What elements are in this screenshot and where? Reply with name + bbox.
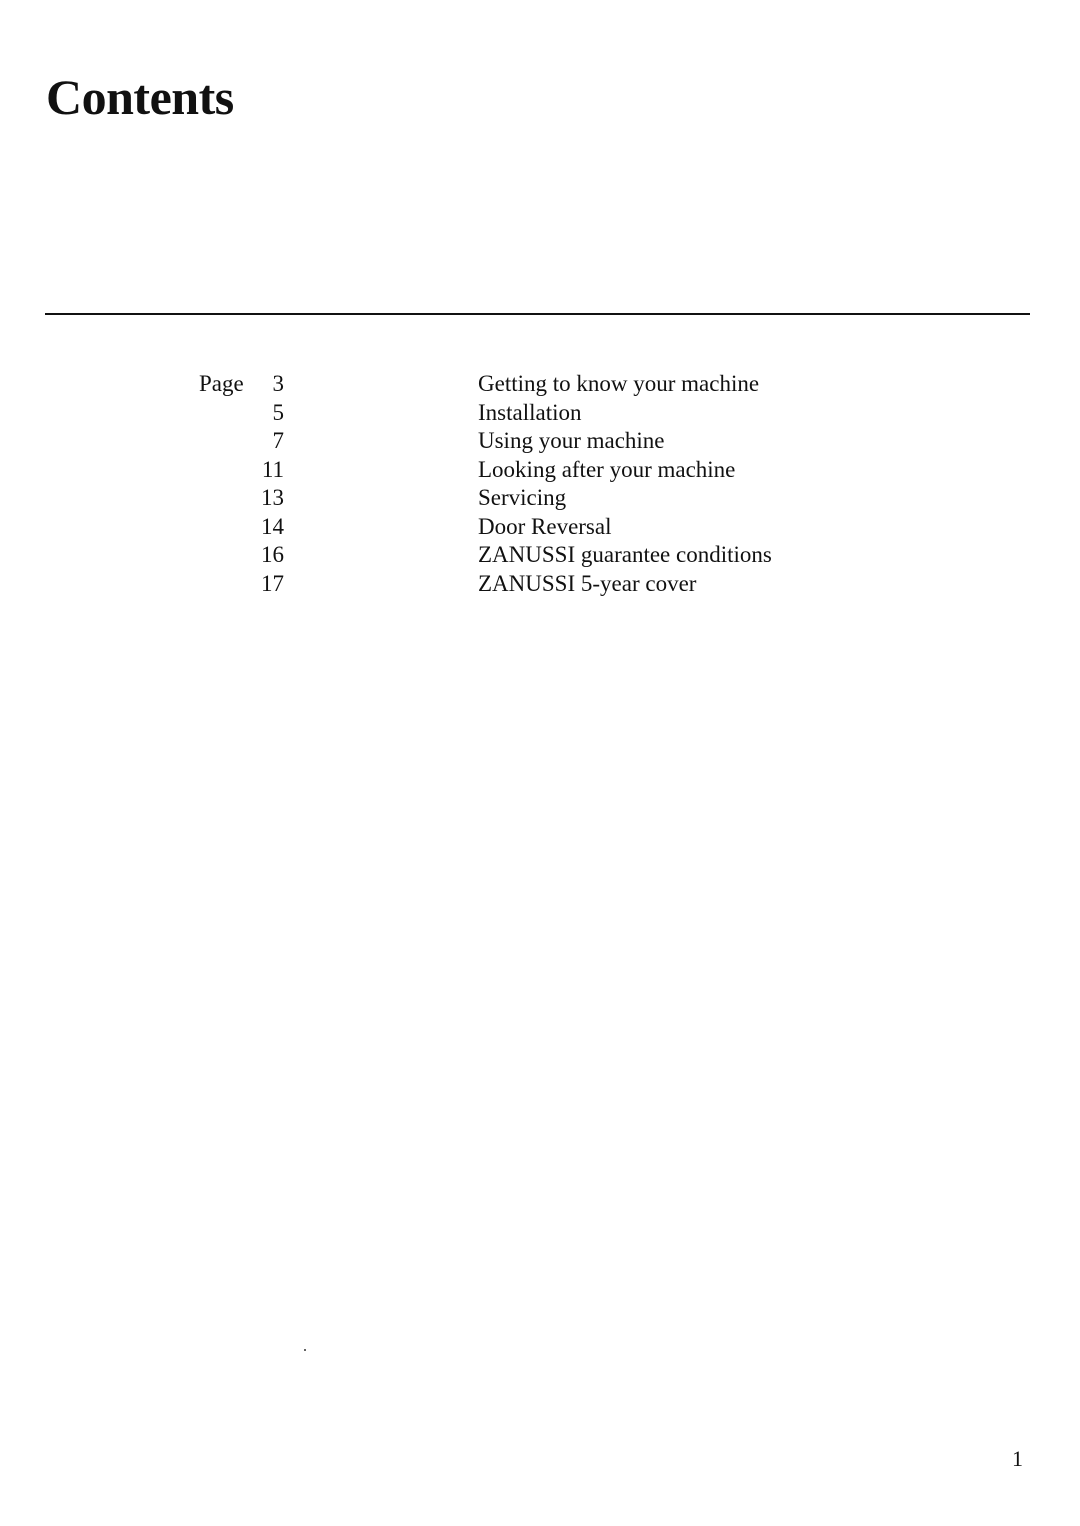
toc-entry[interactable] xyxy=(0,484,1080,512)
toc-entry[interactable] xyxy=(0,570,1080,598)
toc-entry-title: ZANUSSI guarantee conditions xyxy=(478,542,772,567)
toc-entry-title: Installation xyxy=(478,399,582,425)
toc-page-number: 5 xyxy=(272,399,284,425)
toc-page-number: 17 xyxy=(261,570,284,596)
page-title: Contents xyxy=(46,68,234,125)
toc-page-number: 7 xyxy=(272,428,284,453)
toc-entry-title: ZANUSSI 5-year cover xyxy=(478,570,697,596)
toc-entry[interactable] xyxy=(0,513,1080,541)
toc-page-number: 16 xyxy=(261,542,284,567)
toc-entry-title: Looking after your machine xyxy=(478,456,736,482)
toc-page-number: 14 xyxy=(261,513,284,539)
toc-entry-title: Getting to know your machine xyxy=(478,371,760,396)
toc-page-number: 13 xyxy=(261,485,284,510)
page-number: 1 xyxy=(1012,1446,1023,1471)
toc-entry[interactable] xyxy=(0,370,1080,398)
toc-entry[interactable] xyxy=(0,456,1080,484)
toc-entry-title: Servicing xyxy=(478,485,567,510)
toc-entry[interactable] xyxy=(0,541,1080,569)
toc-entry-title: Using your machine xyxy=(478,428,665,453)
toc-entry[interactable] xyxy=(0,399,1080,427)
toc-page-number: 3 xyxy=(272,371,284,396)
page-label: Page xyxy=(199,371,244,396)
horizontal-rule xyxy=(45,313,1030,315)
toc-page-number: 11 xyxy=(261,456,284,482)
toc-entry-title: Door Reversal xyxy=(478,513,612,539)
toc-entry[interactable] xyxy=(0,427,1080,455)
scan-speck xyxy=(304,1349,306,1351)
